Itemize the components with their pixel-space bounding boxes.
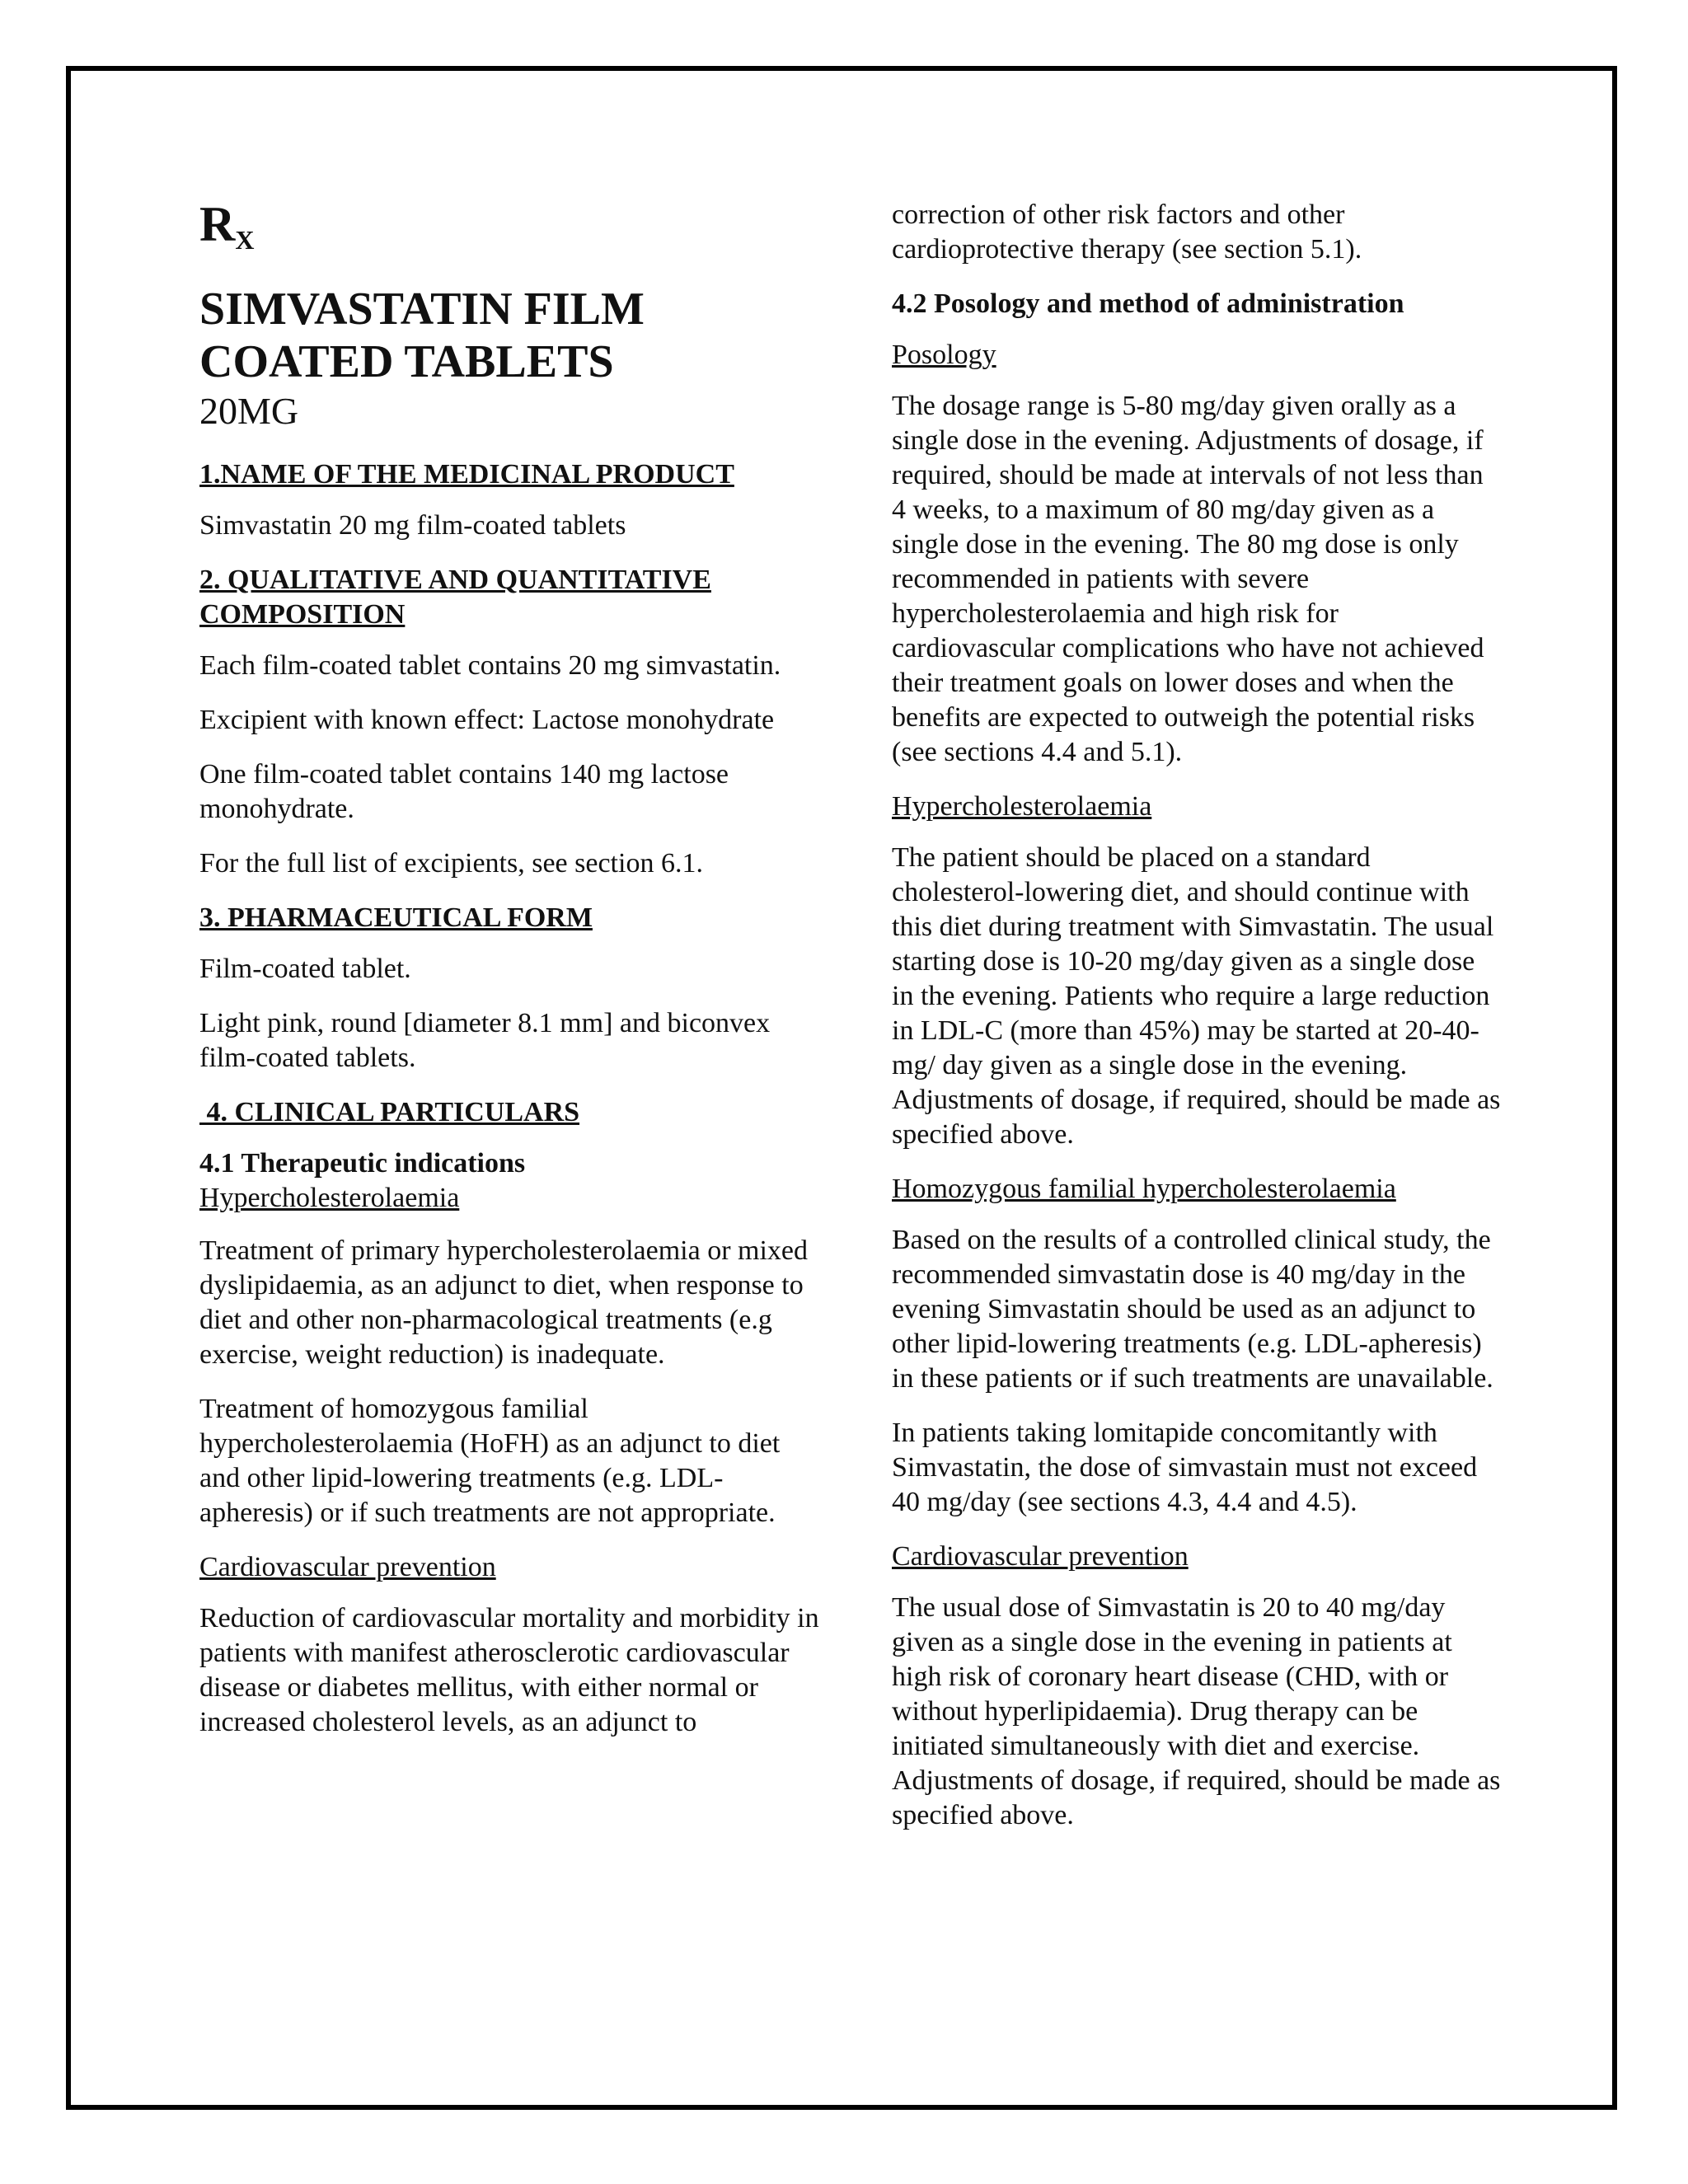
- section-2-paragraph-2: Excipient with known effect: Lactose monohydrate: [199, 705, 775, 735]
- section-4-1-paragraph-3: Reduction of cardiovascular mortality and morbidity in patients with manifest atherosclerotic cardiovascular disease or diabetes mellitus, with either normal or increased cholesterol levels, as an adjunct to: [199, 1603, 819, 1737]
- section-4-1-paragraph-1: Treatment of primary hypercholesterolaemia or mixed dyslipidaemia, as an adjunct to diet, when response to diet and other non-pharmacological treatments (e.g exercise, weight reduction) is inadequate.: [199, 1235, 809, 1370]
- section-4-1-heading: 4.1 Therapeutic indications: [199, 1148, 526, 1179]
- right-column: [892, 198, 1502, 1853]
- subheading-cardiovascular-prevention-dose: Cardiovascular prevention: [892, 1541, 1189, 1572]
- section-2-paragraph-3: One film-coated tablet contains 140 mg lactose monohydrate.: [199, 759, 729, 824]
- product-title-line-1: SIMVASTATIN FILM: [199, 284, 645, 335]
- cardiovascular-paragraph: The usual dose of Simvastatin is 20 to 40 mg/day given as a single dose in the evening in patients at high risk of coronary heart disease (CHD, with or without hyperlipidaemia). Drug therapy can be initiated simultaneously with diet and exercise. Adjustments of dosage, if required, should be made as specified above.: [892, 1592, 1501, 1830]
- continued-paragraph: correction of other risk factors and other cardioprotective therapy (see section 5.1).: [892, 199, 1362, 265]
- section-2-heading: 2. QUALITATIVE AND QUANTITATIVE COMPOSITION: [199, 565, 711, 630]
- rx-symbol: [199, 199, 826, 265]
- section-3-heading: 3. PHARMACEUTICAL FORM: [199, 902, 593, 933]
- subheading-cardiovascular-prevention: Cardiovascular prevention: [199, 1552, 496, 1582]
- subheading-homozygous-familial: Homozygous familial hypercholesterolaemia: [892, 1174, 1396, 1204]
- section-1-heading: 1.NAME OF THE MEDICINAL PRODUCT: [199, 459, 734, 490]
- rx-subscript: X: [235, 225, 255, 255]
- section-3-paragraph-2: Light pink, round [diameter 8.1 mm] and biconvex film-coated tablets.: [199, 1008, 771, 1073]
- section-1-text: Simvastatin 20 mg film-coated tablets: [199, 510, 626, 541]
- product-strength: 20MG: [199, 390, 299, 432]
- subheading-hypercholesterolaemia-dose: Hypercholesterolaemia: [892, 791, 1152, 822]
- section-3-paragraph-1: Film-coated tablet.: [199, 954, 411, 984]
- posology-paragraph: The dosage range is 5-80 mg/day given orally as a single dose in the evening. Adjustments of dosage, if required, should be made at intervals of not less than 4 weeks, to a maximum of 80 mg/day given as a single dose in the evening. The 80 mg dose is only recommended in patients with severe hypercholesterolaemia and high risk for cardiovascular complications who have not achieved their treatment goals on lower doses and when the benefits are expected to outweigh the potential risks (see sections 4.4 and 5.1).: [892, 391, 1484, 767]
- section-4-2-heading: 4.2 Posology and method of administration: [892, 288, 1404, 319]
- section-2-paragraph-1: Each film-coated tablet contains 20 mg simvastatin.: [199, 650, 781, 681]
- section-4-heading: 4. CLINICAL PARTICULARS: [199, 1097, 580, 1127]
- homozygous-paragraph-2: In patients taking lomitapide concomitantly with Simvastatin, the dose of simvastain must not exceed 40 mg/day (see sections 4.3, 4.4 and 4.5).: [892, 1418, 1478, 1517]
- section-4-1-paragraph-2: Treatment of homozygous familial hypercholesterolaemia (HoFH) as an adjunct to diet and other lipid-lowering treatments (e.g. LDL-apheresis) or if such treatments are not appropriate.: [199, 1394, 781, 1528]
- homozygous-paragraph-1: Based on the results of a controlled clinical study, the recommended simvastatin dose is 40 mg/day in the evening Simvastatin should be used as an adjunct to other lipid-lowering treatments (e.g. LDL-apheresis) in these patients or if such treatments are unavailable.: [892, 1225, 1493, 1394]
- subheading-hypercholesterolaemia: Hypercholesterolaemia: [199, 1183, 460, 1213]
- section-2-paragraph-4: For the full list of excipients, see section 6.1.: [199, 848, 703, 879]
- hypercholesterolaemia-paragraph: The patient should be placed on a standard cholesterol-lowering diet, and should continue with this diet during treatment with Simvastatin. The usual starting dose is 10-20 mg/day given as a single dose in the evening. Patients who require a large reduction in LDL-C (more than 45%) may be started at 20-40-mg/ day given as a single dose in the evening. Adjustments of dosage, if required, should be made as specified above.: [892, 842, 1501, 1150]
- left-column: [199, 199, 826, 1760]
- rx-letter: R: [199, 197, 236, 251]
- subheading-posology: Posology: [892, 340, 996, 370]
- product-title-line-2: COATED TABLETS: [199, 336, 614, 387]
